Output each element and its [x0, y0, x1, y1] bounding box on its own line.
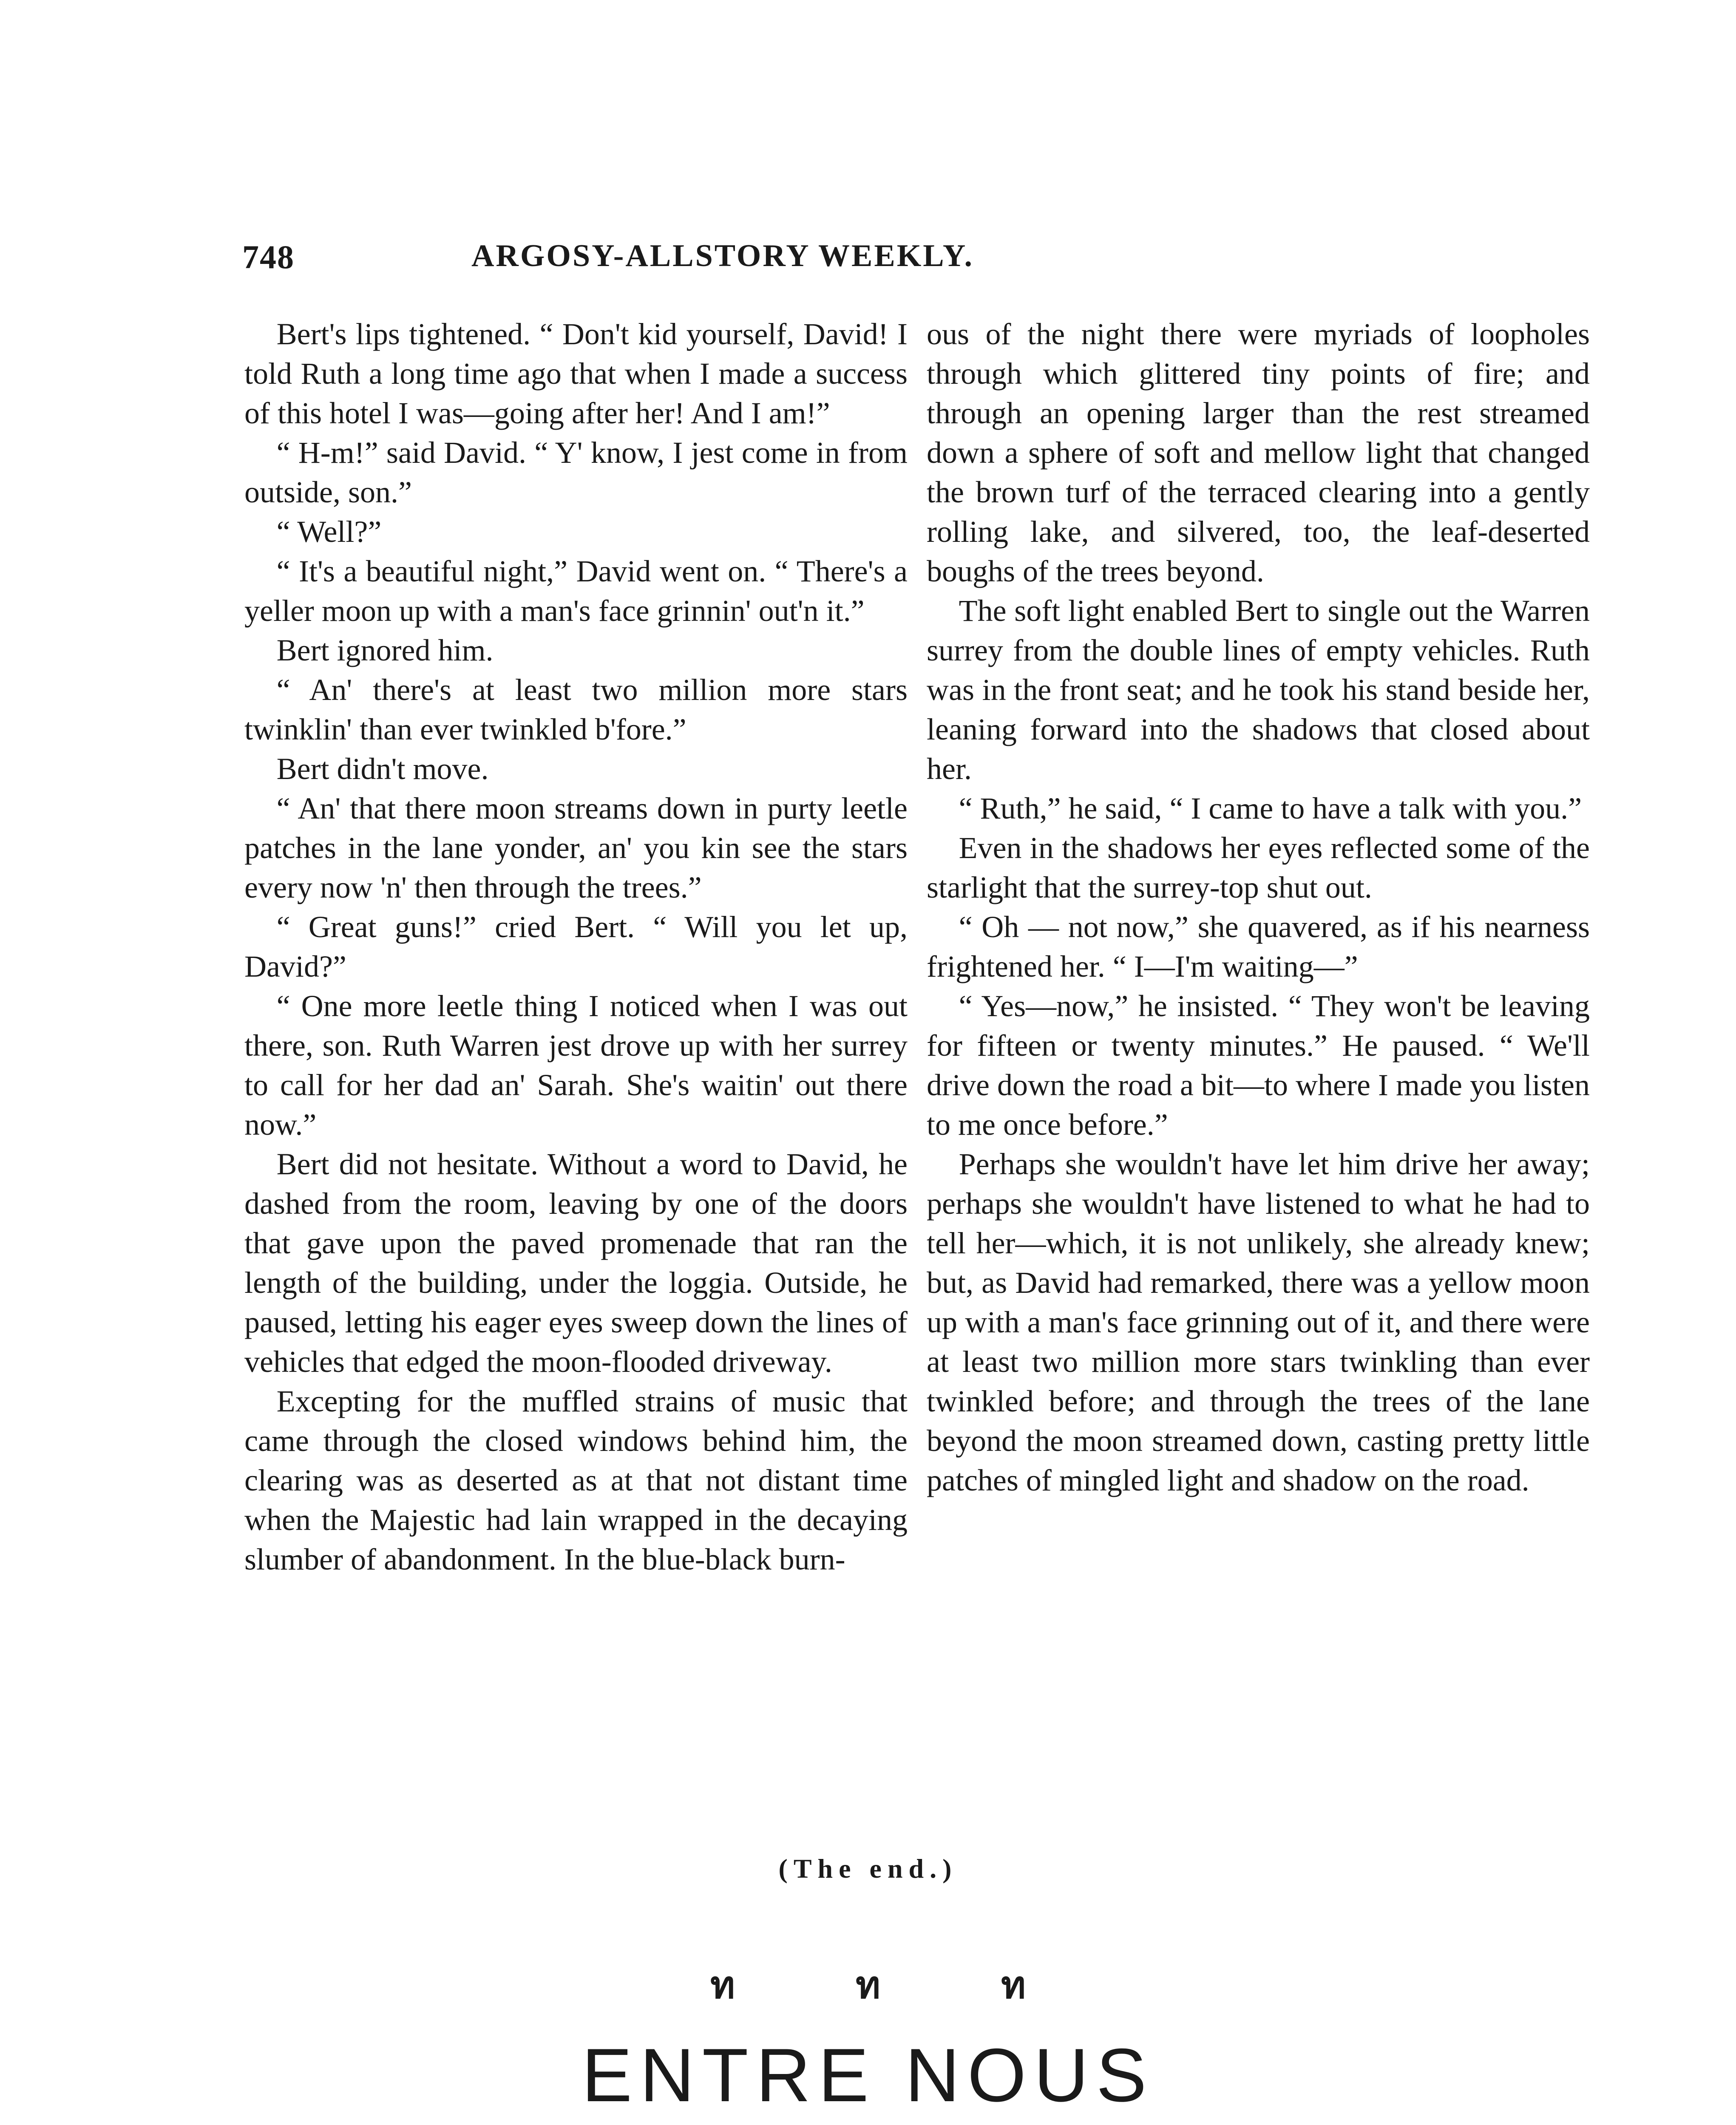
the-end-marker: (The end.)	[778, 1853, 958, 1884]
paragraph: Bert did not hesitate. Without a word to David, he dashed from the room, leaving by one of the doors that gave upon the paved promenade that ran the length of the building, under the loggia. Outside, he paused, letting his eager eyes sweep down the lines of vehicles that edged the moon-flooded driveway.	[244, 1147, 908, 1379]
right-column	[927, 314, 1590, 1500]
paragraph: “ An' that there moon streams down in purty leetle patches in the lane yonder, an' you kin see the stars every now 'n' then through the trees.”	[244, 791, 908, 904]
paragraph: “ It's a beautiful night,” David went on. “ There's a yeller moon up with a man's face grinnin' out'n it.”	[244, 554, 908, 628]
paragraph: “ Yes—now,” he insisted. “ They won't be leaving for fifteen or twenty minutes.” He paused. “ We'll drive down the road a bit—to where I made you listen to me once before.”	[927, 989, 1590, 1142]
paragraph: Perhaps she wouldn't have let him drive her away; perhaps she wouldn't have listened to what he had to tell her—which, it is not unlikely, she already knew; but, as David had remarked, there was a yellow moon up with a man's face grinning out of it, and there were at least two million more stars twinkling than ever twinkled before; and through the trees of the lane beyond the moon streamed down, casting pretty little patches of mingled light and shadow on the road.	[927, 1147, 1590, 1497]
paragraph: “ Great guns!” cried Bert. “ Will you let up, David?”	[244, 910, 908, 983]
paragraph: Bert didn't move.	[276, 752, 489, 786]
section-ornaments	[0, 1955, 1736, 2014]
page-header	[242, 238, 1203, 289]
paragraph: “ An' there's at least two million more stars twinklin' than ever twinkled b'fore.”	[244, 673, 908, 746]
ornament-icon: ท	[1001, 1965, 1026, 2006]
ornament-icon: ท	[855, 1965, 880, 2006]
paragraph: “ One more leetle thing I noticed when I was out there, son. Ruth Warren jest drove up with her surrey to call for her dad an' Sarah. She's waitin' out there now.”	[244, 989, 908, 1142]
ornament-icon: ท	[710, 1965, 735, 2006]
paragraph: The soft light enabled Bert to single out the Warren surrey from the double lines of empty vehicles. Ruth was in the front seat; and he took his stand beside her, leaning forward into the shadows that closed about her.	[927, 594, 1590, 786]
paragraph: Bert ignored him.	[276, 633, 494, 667]
paragraph: Excepting for the muffled strains of music that came through the closed windows behind him, the clearing was as deserted as at that not distant time when the Majestic had lain wrapped in the decaying slumber of abandonment. In the blue-black burn-	[244, 1384, 908, 1576]
paragraph: “ Well?”	[276, 515, 382, 549]
paragraph-continued: ous of the night there were myriads of loopholes through which glittered tiny points of fire; and through an opening larger than the rest streamed down a sphere of soft and mellow light that changed the brown turf of the terraced clearing into a gently rolling lake, and silvered, too, the leaf-deserted boughs of the trees beyond.	[927, 317, 1590, 588]
paragraph: Even in the shadows her eyes reflected some of the starlight that the surrey-top shut out.	[927, 831, 1590, 904]
paragraph: “ H-m!” said David. “ Y' know, I jest come in from outside, son.”	[244, 436, 908, 509]
paragraph: “ Ruth,” he said, “ I came to have a talk with you.”	[959, 791, 1582, 825]
running-title: ARGOSY-ALLSTORY WEEKLY.	[471, 238, 974, 273]
poem-title: ENTRE NOUS	[582, 2033, 1154, 2117]
paragraph: “ Oh — not now,” she quavered, as if his nearness frightened her. “ I—I'm waiting—”	[927, 910, 1590, 983]
paragraph: Bert's lips tightened. “ Don't kid yourself, David! I told Ruth a long time ago that when I made a success of this hotel I was—going after her! And I am!”	[244, 317, 908, 430]
left-column	[244, 314, 908, 1579]
page-number: 748	[242, 238, 295, 275]
